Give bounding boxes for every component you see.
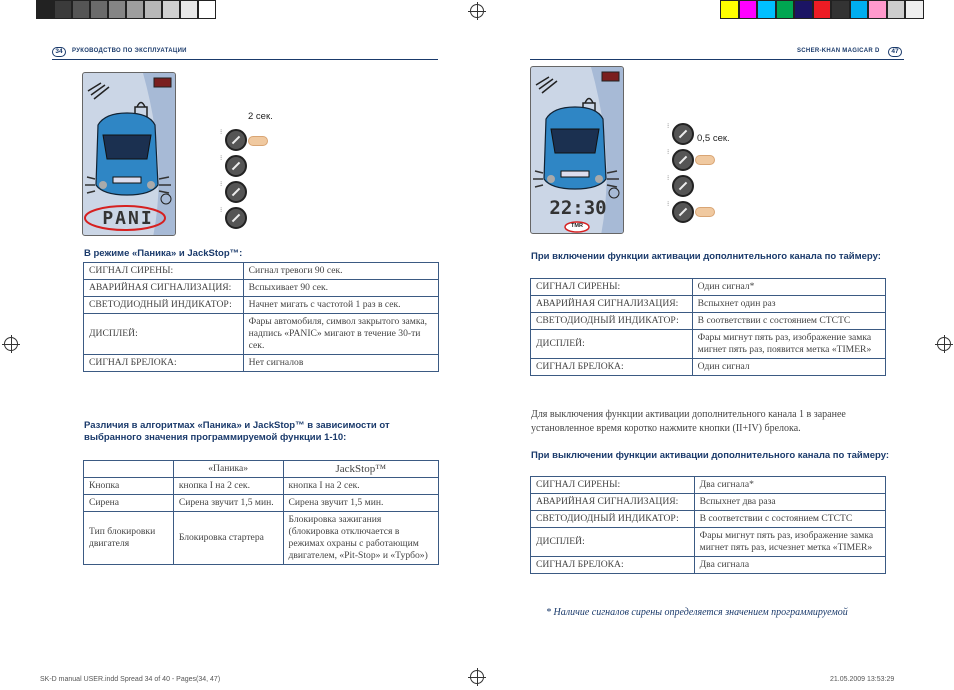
color-swatch <box>180 0 198 19</box>
footnote: * Наличие сигналов сирены определяется значением программируемой <box>546 607 848 618</box>
table-row <box>531 359 886 376</box>
table-cell: СИГНАЛ СИРЕНЫ: <box>531 477 695 494</box>
section-title-timer-on: При включении функции активации дополнительного канала по таймеру: <box>531 251 881 262</box>
table-cell: СИГНАЛ СИРЕНЫ: <box>531 279 693 296</box>
finger-press-icon <box>695 207 715 217</box>
table-cell: Фары мигнут пять раз, изображение замка мигнет пять раз, появится метка «TIMER» <box>692 330 885 359</box>
lcd-text: PANI <box>102 208 154 229</box>
color-swatch <box>868 0 887 19</box>
color-swatch <box>850 0 869 19</box>
registration-mark-icon <box>4 337 18 351</box>
button-indicator-icon: ⁝ <box>220 207 223 214</box>
table-cell: Сигнал тревоги 90 сек. <box>243 263 438 280</box>
table-cell: СВЕТОДИОДНЫЙ ИНДИКАТОР: <box>531 511 695 528</box>
color-swatch <box>90 0 108 19</box>
table-cell: Два сигнала* <box>694 477 885 494</box>
color-swatch <box>813 0 832 19</box>
remote-button-2 <box>672 149 694 171</box>
table-row <box>531 528 886 557</box>
table-cell: Вспыхивает 90 сек. <box>243 280 438 297</box>
table-cell: Один сигнал* <box>692 279 885 296</box>
table-cell: кнопка I на 2 сек. <box>283 478 438 495</box>
table-cell: Сирена звучит 1,5 мин. <box>173 495 283 512</box>
table-row <box>84 280 439 297</box>
color-swatch <box>887 0 906 19</box>
remote-button-4 <box>225 207 247 229</box>
table-cell: Начнет мигать с частотой 1 раз в сек. <box>243 297 438 314</box>
color-swatch <box>831 0 850 19</box>
remote-button-3 <box>225 181 247 203</box>
table-row <box>531 494 886 511</box>
print-timestamp: 21.05.2009 13:53:29 <box>830 676 895 683</box>
press-duration-label: 2 сек. <box>248 111 273 122</box>
header-rule <box>52 59 438 60</box>
finger-press-icon <box>248 136 268 146</box>
table-row <box>531 313 886 330</box>
table-row <box>84 263 439 280</box>
print-slug: SK-D manual USER.indd Spread 34 of 40 - Pages(34, 47) <box>40 676 221 683</box>
timer-badge: TMR <box>571 223 583 229</box>
button-indicator-icon: ⁝ <box>667 123 670 130</box>
table-cell: Сирена звучит 1,5 мин. <box>283 495 438 512</box>
table-cell: В соответствии с состоянием СТСТС <box>694 511 885 528</box>
remote-button-2 <box>225 155 247 177</box>
comparison-table <box>83 460 439 565</box>
table-cell: Фары мигнут пять раз, изображение замка мигнет пять раз, исчезнет метка «TIMER» <box>694 528 885 557</box>
table-cell: Сирена <box>84 495 174 512</box>
table-cell: Блокировка стартера <box>173 512 283 565</box>
button-indicator-icon: ⁝ <box>220 181 223 188</box>
table-cell: ДИСПЛЕЙ: <box>531 330 693 359</box>
page-number-right: 47 <box>888 47 902 57</box>
color-swatch <box>162 0 180 19</box>
table-cell: СИГНАЛ БРЕЛОКА: <box>84 355 244 372</box>
button-indicator-icon: ⁝ <box>667 201 670 208</box>
table-row <box>84 478 439 495</box>
button-indicator-icon: ⁝ <box>220 155 223 162</box>
table-row <box>531 330 886 359</box>
color-swatch <box>108 0 126 19</box>
finger-press-icon <box>695 155 715 165</box>
table-row <box>531 477 886 494</box>
table-cell: кнопка I на 2 сек. <box>173 478 283 495</box>
table-header-row <box>84 461 439 478</box>
remote-button-3 <box>672 175 694 197</box>
table-row <box>84 495 439 512</box>
color-swatch <box>757 0 776 19</box>
table-cell: Тип блокировки двигателя <box>84 512 174 565</box>
press-duration-label: 0,5 сек. <box>697 133 730 144</box>
registration-mark-icon <box>937 337 951 351</box>
table-cell: Вспыхнет один раз <box>692 296 885 313</box>
table-cell: Два сигнала <box>694 557 885 574</box>
color-swatch <box>36 0 54 19</box>
table-cell: СВЕТОДИОДНЫЙ ИНДИКАТОР: <box>531 313 693 330</box>
table-cell: АВАРИЙНАЯ СИГНАЛИЗАЦИЯ: <box>531 296 693 313</box>
table-cell: СИГНАЛ БРЕЛОКА: <box>531 557 695 574</box>
color-swatch <box>739 0 758 19</box>
table-header-cell <box>84 461 174 478</box>
table-cell: Кнопка <box>84 478 174 495</box>
table-cell: Фары автомобиля, символ закрытого замка, надпись «PANIC» мигают в течение 30-ти сек. <box>243 314 438 355</box>
section-title-timer-off: При выключении функции активации дополнительного канала по таймеру: <box>531 450 890 461</box>
running-header-left: РУКОВОДСТВО ПО ЭКСПЛУАТАЦИИ <box>72 48 187 54</box>
lcd-time: 22:30 <box>549 197 607 219</box>
remote-lcd-display <box>530 66 624 234</box>
table-row <box>84 512 439 565</box>
color-swatch <box>794 0 813 19</box>
remote-button-1 <box>672 123 694 145</box>
table-header-cell: JackStop™ <box>283 461 438 478</box>
table-cell: АВАРИЙНАЯ СИГНАЛИЗАЦИЯ: <box>84 280 244 297</box>
table-cell: АВАРИЙНАЯ СИГНАЛИЗАЦИЯ: <box>531 494 695 511</box>
table-row <box>84 314 439 355</box>
table-row <box>84 355 439 372</box>
timer-on-table <box>530 278 886 376</box>
header-rule <box>530 59 904 60</box>
section-title-differences: Различия в алгоритмах «Паника» и JackStop™ в зависимости от выбранного значения программируемой функции 1-10: <box>84 420 390 443</box>
button-indicator-icon: ⁝ <box>667 149 670 156</box>
timer-off-table <box>530 476 886 574</box>
color-swatch <box>198 0 216 19</box>
table-row <box>84 297 439 314</box>
timer-off-instructions: Для выключения функции активации дополнительного канала 1 в заранее установленное время коротко нажмите кнопки (II+IV) брелока. <box>531 409 846 434</box>
table-row <box>531 296 886 313</box>
running-header-right: SCHER-KHAN MAGICAR D <box>797 48 880 54</box>
button-indicator-icon: ⁝ <box>220 129 223 136</box>
color-swatch <box>126 0 144 19</box>
registration-mark-icon <box>470 4 484 18</box>
table-row <box>531 557 886 574</box>
color-swatch <box>905 0 924 19</box>
color-swatch <box>54 0 72 19</box>
table-row <box>531 511 886 528</box>
table-header-cell: «Паника» <box>173 461 283 478</box>
color-swatch <box>776 0 795 19</box>
page-number-left: 34 <box>52 47 66 57</box>
table-cell: ДИСПЛЕЙ: <box>531 528 695 557</box>
remote-lcd-display <box>82 72 176 236</box>
table-cell: ДИСПЛЕЙ: <box>84 314 244 355</box>
remote-button-4 <box>672 201 694 223</box>
table-cell: СВЕТОДИОДНЫЙ ИНДИКАТОР: <box>84 297 244 314</box>
table-cell: Вспыхнет два раза <box>694 494 885 511</box>
table-cell: В соответствии с состоянием СТСТС <box>692 313 885 330</box>
table-row <box>531 279 886 296</box>
section-title-panic: В режиме «Паника» и JackStop™: <box>84 248 243 259</box>
color-swatch <box>72 0 90 19</box>
table-cell: Нет сигналов <box>243 355 438 372</box>
table-cell: СИГНАЛ БРЕЛОКА: <box>531 359 693 376</box>
button-indicator-icon: ⁝ <box>667 175 670 182</box>
color-swatch <box>144 0 162 19</box>
panic-signal-table <box>83 262 439 372</box>
table-cell: СИГНАЛ СИРЕНЫ: <box>84 263 244 280</box>
registration-mark-icon <box>470 670 484 684</box>
color-swatch <box>720 0 739 19</box>
table-cell: Блокировка зажигания (блокировка отключается в режимах охраны с работающим двигателем, «Pit-Stop» и «Турбо») <box>283 512 438 565</box>
table-cell: Один сигнал <box>692 359 885 376</box>
remote-button-1 <box>225 129 247 151</box>
